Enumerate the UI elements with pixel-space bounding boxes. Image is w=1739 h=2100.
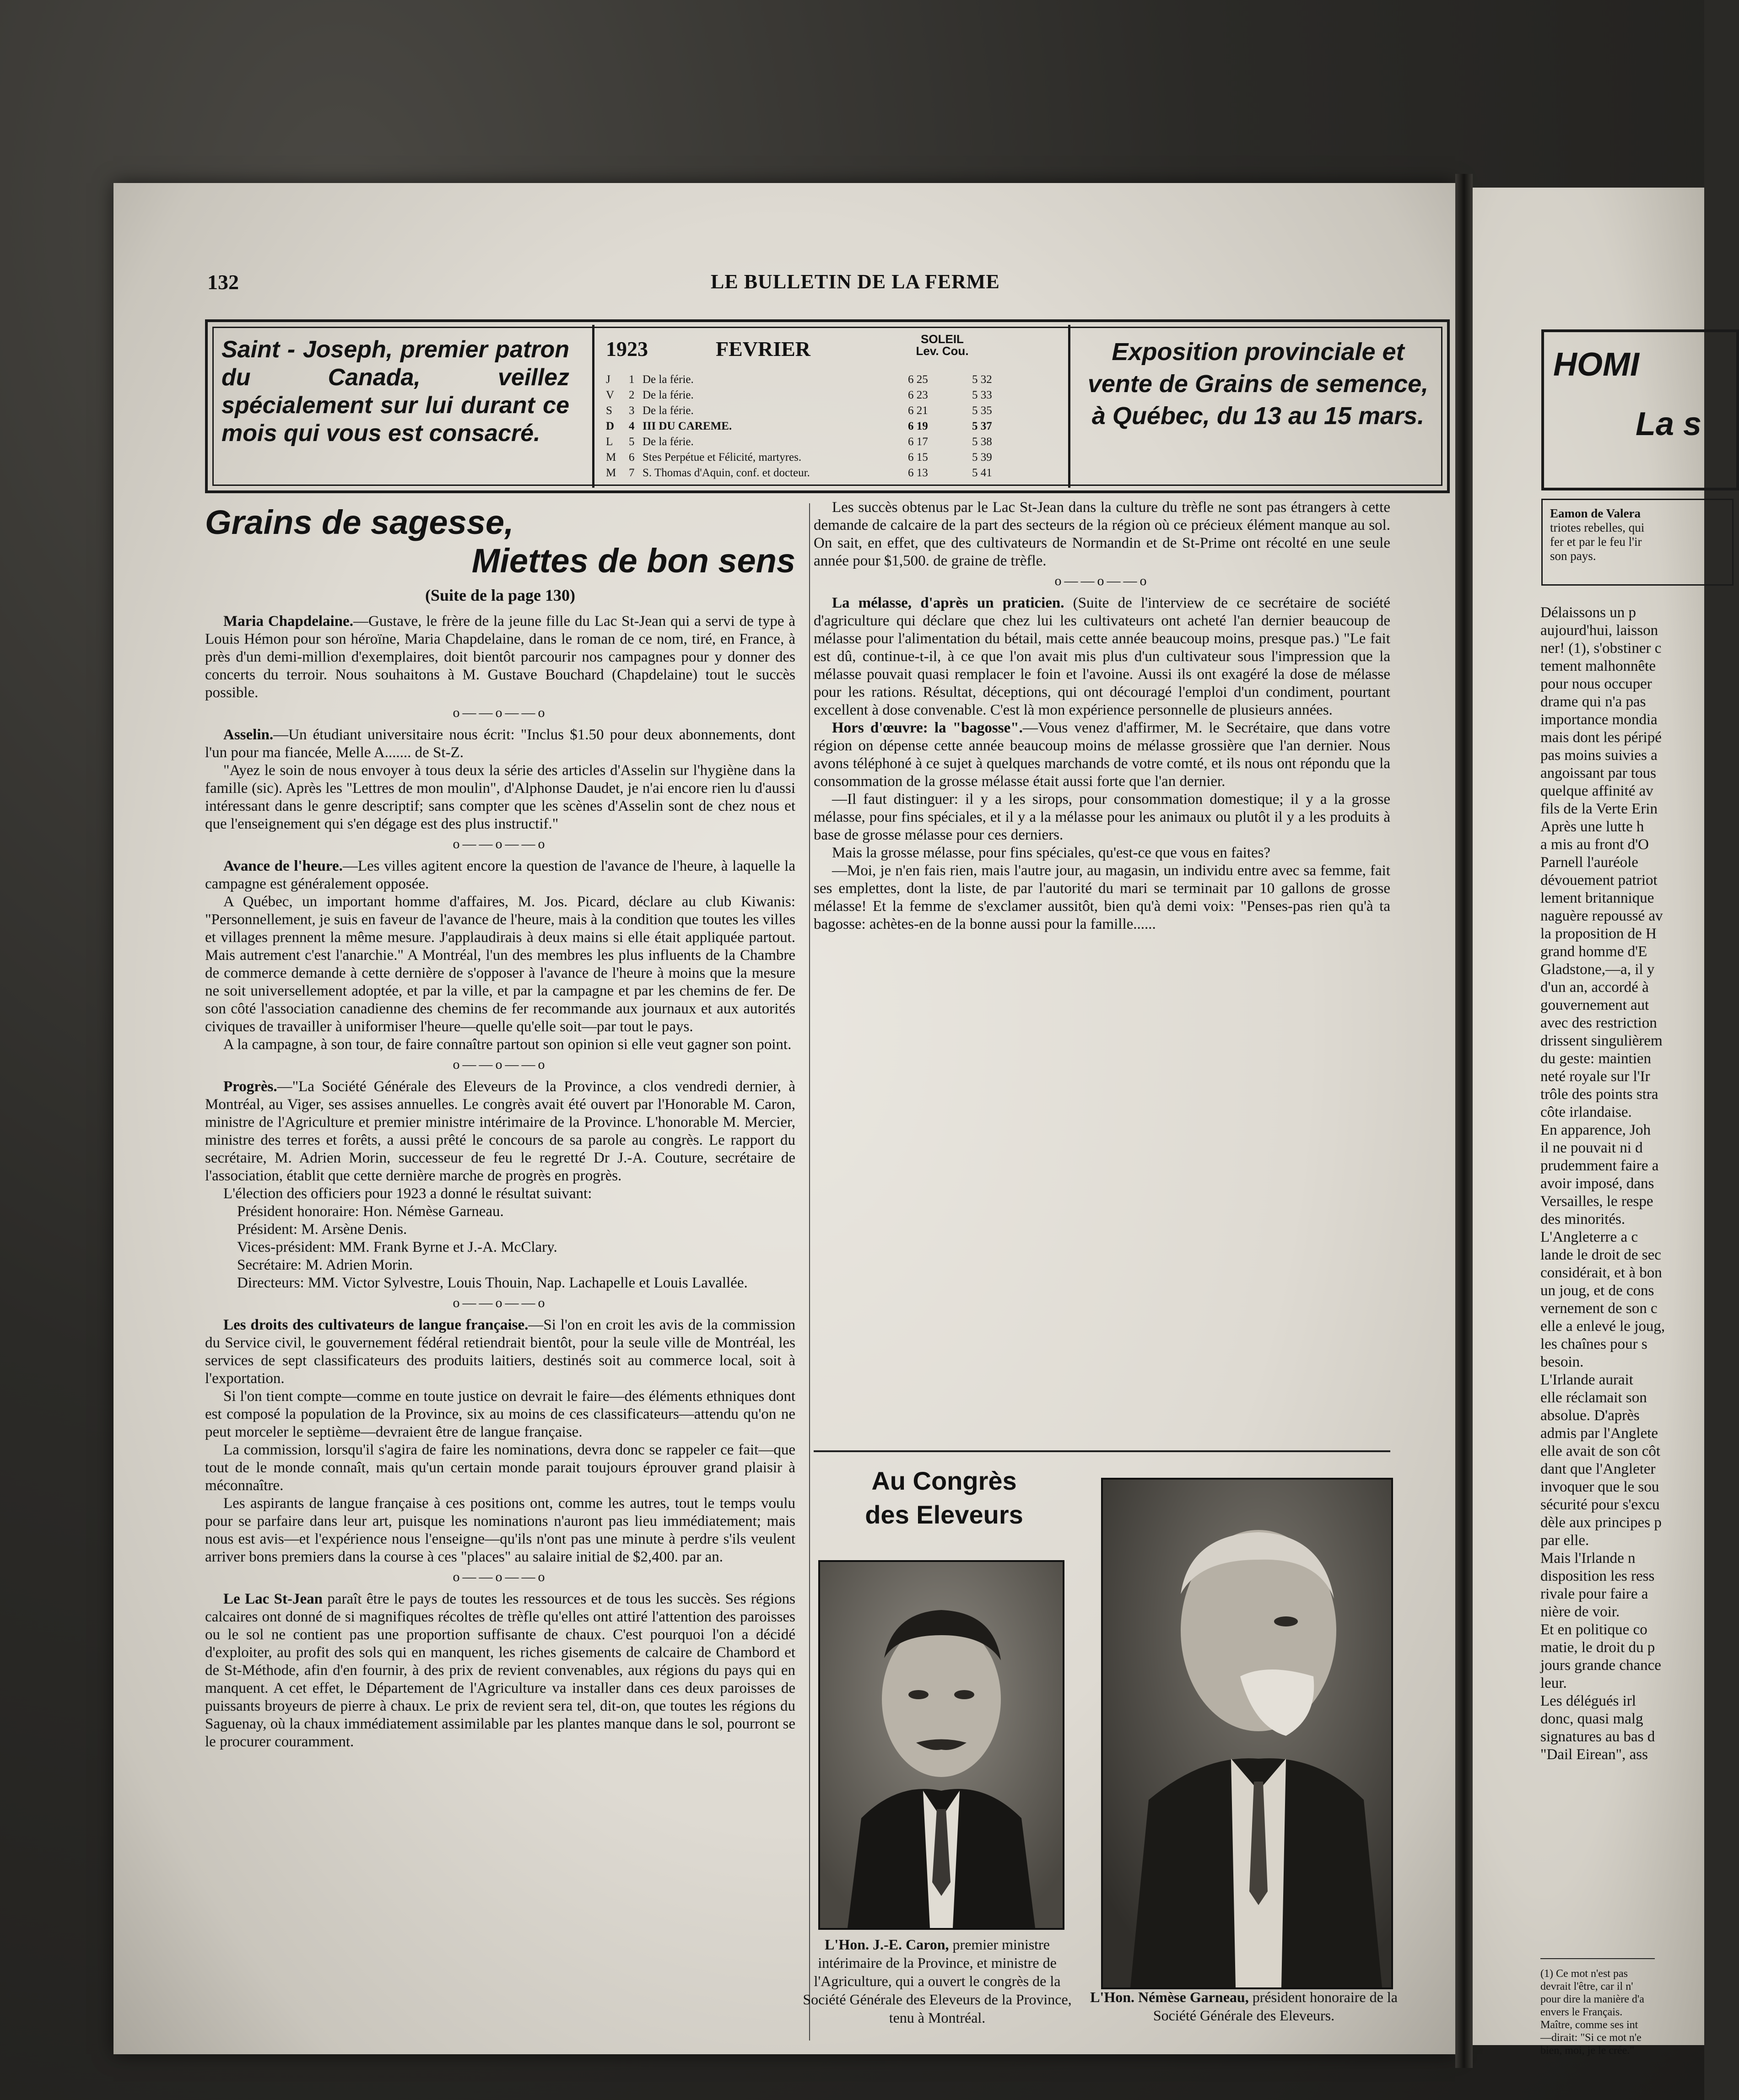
article-title <box>205 503 795 580</box>
sunrise-time: 6 15 <box>908 451 928 463</box>
calendar-row <box>606 404 1059 420</box>
facing-page-text-line: neté royale sur l'Ir <box>1540 1068 1650 1085</box>
article-title-line2: Miettes de bon sens <box>471 542 795 580</box>
paragraph-text: A la campagne, à son tour, de faire connaître partout son opinion si elle veut gagner son point. <box>223 1036 792 1053</box>
facing-page-text-line: elle avait de son côt <box>1540 1443 1661 1459</box>
facing-page-text-line: donc, quasi malg <box>1540 1711 1643 1727</box>
facing-page-text-line: En apparence, Joh <box>1540 1122 1651 1138</box>
calendar-day: D <box>606 420 615 432</box>
paragraph-lead: Asselin. <box>223 727 274 743</box>
facing-page-text-line: Et en politique co <box>1540 1621 1647 1638</box>
paragraph-text: Mais la grosse mélasse, pour fins spéciales, qu'est-ce que vous en faites? <box>832 845 1271 861</box>
facing-page-text-line: matie, le droit du p <box>1540 1639 1655 1656</box>
sunrise-time: 6 25 <box>908 373 928 386</box>
facing-page-text-line: dévouement patriot <box>1540 872 1658 888</box>
facing-page-text-line: elle a enlevé le joug, <box>1540 1318 1665 1335</box>
page-gutter <box>1455 174 1473 2068</box>
portrait-garneau-image <box>1103 1480 1391 1987</box>
footnote-line: —dirait: "Si ce mot n'e <box>1540 2032 1642 2044</box>
calendar-day: M <box>606 451 616 463</box>
calendar-row <box>606 389 1059 404</box>
calendar-day: S <box>606 404 612 417</box>
facing-page-text-line: trôle des points stra <box>1540 1086 1658 1103</box>
sunrise-time: 6 23 <box>908 389 928 401</box>
footnote-line: (1) Ce mot n'est pas <box>1540 1968 1628 1980</box>
facing-page-text-line: sécurité pour s'excu <box>1540 1497 1660 1513</box>
calendar-date: 2 <box>629 389 635 401</box>
facing-page-text-line: du geste: maintien <box>1540 1050 1651 1067</box>
calendar-date: 7 <box>629 467 635 479</box>
calendar-date: 6 <box>629 451 635 463</box>
paragraph-avance <box>205 857 795 893</box>
section-separator: o——o——o <box>453 1569 548 1584</box>
sunset-time: 5 39 <box>972 451 992 463</box>
calendar-description: S. Thomas d'Aquin, conf. et docteur. <box>643 467 810 479</box>
facing-page-text-line: admis par l'Anglete <box>1540 1425 1658 1442</box>
calendar-month: FEVRIER <box>716 337 811 361</box>
calendar-description: De la férie. <box>643 389 694 401</box>
quote-line: triotes rebelles, qui <box>1550 521 1645 534</box>
facing-page-text-line: L'Angleterre a c <box>1540 1229 1638 1245</box>
column-rule <box>809 503 810 2041</box>
facing-page-text-line: Versailles, le respe <box>1540 1193 1653 1210</box>
paragraph-lead: Progrès. <box>223 1078 277 1095</box>
facing-page-text-line: mais dont les péripé <box>1540 729 1662 746</box>
congress-heading-line2: des Eleveurs <box>865 1500 1023 1529</box>
journal-title: LE BULLETIN DE LA FERME <box>711 270 1000 293</box>
facing-page-body-text <box>1540 604 1714 1764</box>
facing-page-text-line: signatures au bas d <box>1540 1728 1655 1745</box>
facing-page-text-line: drissent singulièrem <box>1540 1033 1663 1049</box>
officer-line: Président: M. Arsène Denis. <box>237 1221 407 1238</box>
running-head <box>207 270 1452 297</box>
caron-name: L'Hon. J.-E. Caron, <box>825 1936 949 1953</box>
facing-page-text-line: besoin. <box>1540 1354 1584 1370</box>
quote-line: fer et par le feu l'ir <box>1550 535 1642 549</box>
sunset-time: 5 37 <box>972 420 992 432</box>
calendar-year: 1923 <box>606 337 648 361</box>
officer-line: Président honoraire: Hon. Némèse Garneau. <box>237 1203 504 1220</box>
section-separator: o——o——o <box>453 1295 548 1310</box>
facing-page-text-line: vernement de son c <box>1540 1300 1658 1317</box>
calendar-day: L <box>606 436 613 448</box>
facing-page-subheadline: La s <box>1636 406 1702 442</box>
facing-page-text-line: Parnell l'auréole <box>1540 854 1638 871</box>
facing-page-text-line: Les délégués irl <box>1540 1693 1636 1709</box>
calendar-date: 4 <box>629 420 635 432</box>
calendar-description: Stes Perpétue et Félicité, martyres. <box>643 451 802 463</box>
paragraph-lead: Le Lac St-Jean <box>223 1591 323 1607</box>
facing-page-text-line: a mis au front d'O <box>1540 836 1649 853</box>
paragraph-text: —Les villes agitent encore la question de l'avance de l'heure, à laquelle la campagne est généralement opposée. <box>205 858 795 892</box>
garneau-description: président honoraire de la Société Générale des Eleveurs. <box>1153 1989 1398 2024</box>
facing-page-text-line: d'un an, accordé à <box>1540 979 1649 996</box>
facing-page-text-line: des minorités. <box>1540 1211 1626 1228</box>
facing-page-partial <box>1473 188 1704 2057</box>
paragraph-text: —Vous venez d'affirmer, M. le Secrétaire, que dans votre région on dépense cette année beaucoup moins de mélasse grossière que l'an dernier. Nous avons téléphoné à ce sujet à quelques marchands de votre comté, et ils nous ont répondu que la consommation de la grosse mélasse était aussi forte que l'an dernier. <box>814 720 1391 790</box>
facing-page-text-line: grand homme d'E <box>1540 943 1647 960</box>
calendar-date: 5 <box>629 436 635 448</box>
facing-page-text-line: ner! (1), s'obstiner c <box>1540 640 1662 657</box>
facing-page-text-line: la proposition de H <box>1540 926 1657 942</box>
facing-page-text-line: quelque affinité av <box>1540 783 1653 799</box>
section-separator: o——o——o <box>453 705 548 720</box>
footnote-line: devrait l'être, car il n' <box>1540 1981 1633 1992</box>
section-separator: o——o——o <box>453 836 548 851</box>
facing-page-text-line: un joug, et de cons <box>1540 1282 1654 1299</box>
article-continuation-note: (Suite de la page 130) <box>425 586 575 604</box>
calendar-day: M <box>606 467 616 479</box>
paragraph-text: paraît être le pays de toutes les ressources et de tous les succès. Ses régions calcaires ont donné de si magnifiques récoltes de trèfle qu'elles ont attiré l'attention des paroisses ou le sol ne contient pas une proportion suffisante de chaux. C'est pourquoi l'on a décidé d'exploiter, au profit des sols qui en manquent, les riches gisements de calcaire de Chambord et de St-Méthode, afin d'en fournir, à des prix de revient convenables, aux régions du pays qui en manquent. A cet effet, le Département de l'Agriculture va installer dans ces deux paroisses de puissants broyeurs de pierre à chaux. Le prix de revient sera tel, dit-on, que toutes les régions du Saguenay, où la chaux immédiatement assimilable par les plantes manque dans le sol, pourront se le procurer couramment. <box>205 1591 795 1750</box>
article-column-right <box>814 499 1390 933</box>
paragraph-lead: Hors d'œuvre: la "bagosse". <box>832 720 1023 736</box>
soleil-header <box>899 333 986 357</box>
facing-page-text-line: gouvernement aut <box>1540 997 1649 1013</box>
footnote-line: bien, moi, je le crée." <box>1540 2045 1635 2057</box>
facing-page-text-line: dèle aux principes p <box>1540 1514 1662 1531</box>
portrait-garneau-photo <box>1101 1478 1393 1989</box>
paragraph-droits <box>205 1316 795 1388</box>
facing-page-text-line: Gladstone,—a, il y <box>1540 961 1655 978</box>
calendar-day: V <box>606 389 615 401</box>
soleil-label: SOLEIL <box>921 332 964 346</box>
paragraph-text: —Il faut distinguer: il y a les sirops, pour consommation domestique; il y a la grosse mélasse, pour fins spéciales, et il y a la mélasse pour les animaux ou plutôt il y a les produits à base de grosse mélasse pour ces derniers. <box>814 791 1390 843</box>
facing-page-text-line: drame qui n'a pas <box>1540 694 1646 710</box>
paragraph-text: A Québec, un important homme d'affaires, M. Jos. Picard, déclare au club Kiwanis: "Personnellement, je suis en faveur de l'avance de l'heure, mais à la condition que toutes les villes et villages prennent la même mesure. J'applaudirais à deux mains si elle était appliquée partout. Mais autrement c'est l'anarchie." A Montréal, l'un des membres les plus influents de la Chambre de commerce demande à cette dernière de s'opposer à l'avance de l'heure à moins que la mesure ne soit universellement adoptée, et par la ville, et par la campagne et par les chemins de fer. De son côté l'association canadienne des chemins de fer recommande aux journaux et aux autorités civiques de travailler à uniformiser l'heure—quelle qu'elle soit—par tout le pays. <box>205 894 795 1035</box>
calendar-row <box>606 373 1059 389</box>
sunrise-time: 6 17 <box>908 436 928 448</box>
paragraph-text: L'élection des officiers pour 1923 a donné le résultat suivant: <box>223 1185 592 1202</box>
paragraph-text: "Ayez le soin de nous envoyer à tous deux la série des articles d'Asselin sur l'hygiène dans la famille (sic). Après les "Lettres de mon moulin", d'Alphonse Daudet, je n'ai encore rien lu d'aussi intéressant dans le genre descriptif; sans compter que les scènes d'Asselin sont de chez nous et que l'enseignement qui s'en dégage est des plus instructif." <box>205 762 795 832</box>
facing-page-text-line: considérait, et à bon <box>1540 1265 1662 1281</box>
footnote-line: Maître, comme ses int <box>1540 2019 1638 2031</box>
paragraph-asselin <box>205 726 795 762</box>
officer-line: Vices-président: MM. Frank Byrne et J.-A. McClary. <box>237 1239 557 1255</box>
sunset-time: 5 35 <box>972 404 992 417</box>
paragraph-hors-doeuvre <box>814 719 1390 791</box>
facing-page-text-line: importance mondia <box>1540 711 1658 728</box>
section-separator: o——o——o <box>1054 573 1150 588</box>
facing-page-text-line: les chaînes pour s <box>1540 1336 1647 1352</box>
facing-page-text-line: angoissant par tous <box>1540 765 1656 781</box>
soleil-sublabel: Lev. Cou. <box>916 344 969 358</box>
calendar-description: De la férie. <box>643 373 694 386</box>
caron-description: premier ministre intérimaire de la Province, et ministre de l'Agriculture, qui a ouvert le congrès de la Société Générale des Eleveurs de la Province, tenu à Montréal. <box>803 1936 1072 2026</box>
officer-line: Directeurs: MM. Victor Sylvestre, Louis Thouin, Nap. Lachapelle et Louis Lavallée. <box>237 1275 748 1291</box>
facing-page-text-line: pour nous occuper <box>1540 676 1652 692</box>
paragraph-lead: Avance de l'heure. <box>223 858 343 874</box>
paragraph-lac-st-jean <box>205 1590 795 1751</box>
facing-page-text-line: rivale pour faire a <box>1540 1586 1648 1602</box>
facing-page-text-line: leur. <box>1540 1675 1567 1691</box>
facing-page-text-line: aujourd'hui, laisson <box>1540 622 1658 639</box>
paragraph-text: La commission, lorsqu'il s'agira de faire les nominations, devra donc se rappeler ce fait—que tout de le monde connaît, mais qu'un certain monde parait toujours éprouver grand plaisir à méconnaître. <box>205 1442 795 1494</box>
facing-page-text-line: fils de la Verte Erin <box>1540 801 1658 817</box>
newspaper-page <box>113 183 1455 2054</box>
paragraph-progres <box>205 1078 795 1185</box>
facing-page-text-line: invoquer que le sou <box>1540 1479 1659 1495</box>
facing-page-text-line: jours grande chance <box>1540 1657 1661 1674</box>
facing-page-text-line: "Dail Eirean", ass <box>1540 1746 1648 1763</box>
garneau-name: L'Hon. Némèse Garneau, <box>1090 1989 1249 2005</box>
officer-line: Secrétaire: M. Adrien Morin. <box>237 1257 413 1273</box>
facing-page-text-line: prudemment faire a <box>1540 1158 1659 1174</box>
portrait-caron-photo <box>818 1560 1064 1930</box>
garneau-caption <box>1088 1988 1399 2025</box>
calendar-description: III DU CAREME. <box>643 420 732 432</box>
paragraph-lead: La mélasse, d'après un praticien. <box>832 595 1064 611</box>
sunrise-time: 6 19 <box>908 420 928 432</box>
facing-page-quote-box <box>1541 499 1734 586</box>
facing-page-text-line: il ne pouvait ni d <box>1540 1140 1643 1156</box>
congress-heading <box>816 1464 1072 1532</box>
facing-page-text-line: avoir imposé, dans <box>1540 1175 1654 1192</box>
calendar-description: De la férie. <box>643 436 694 448</box>
paragraph-text: (Suite de l'interview de ce secrétaire de société d'agriculture qui déclare que chez lui les cultivateurs ont acheté l'an dernier beaucoup de mélasse pour l'alimentation du bétail, mais cette année beaucoup moins, presque pas.) "Le fait est dû, continue-t-il, à ce que l'on avait mis plus d'un cultivateur sous l'impression que la mélasse pouvait quasi remplacer le foin et l'avoine. Aussi ils ont exagéré la dose de mélasse pour les rations. Résultat, déceptions, qui ont découragé l'emploi d'un condiment, pourtant excellent à dose convenable. C'est là mon expérience personnelle de plusieurs années. <box>814 595 1390 718</box>
paragraph-text: —Gustave, le frère de la jeune fille du Lac St-Jean qui a servi de type à Louis Hémon pour son héroïne, Maria Chapdelaine, dans le roman de ce nom, tiré, en France, à près d'un demi-million d'exemplaires, doit bientôt parcourir nos campagnes pour y donner des concerts du terroir. Nous souhaitons à M. Gustave Bouchard (Chapdelaine) tout le succès possible. <box>205 613 795 701</box>
calendar-description: De la férie. <box>643 404 694 417</box>
calendar-row <box>606 451 1059 467</box>
paragraph-melasse <box>814 594 1390 719</box>
saint-joseph-dedication: Saint - Joseph, premier patron du Canada, veillez spécialement sur lui durant ce mois qui vous est consacré. <box>221 336 569 447</box>
paragraph-text: —Si l'on en croit les avis de la commission du Service civil, le gouvernement fédéral retiendrait bientôt, pour la seule ville de Montréal, les services de sept classificateurs des produits laitiers, destinés soit au commerce local, soit à l'exportation. <box>205 1317 795 1387</box>
article-title-line1: Grains de sagesse, <box>205 503 514 541</box>
section-rule <box>814 1450 1390 1452</box>
paragraph-text: Les aspirants de langue française à ces positions ont, comme les autres, tout le temps voulu pour se parfaire dans leur art, puisque les nominations n'auront pas lieu immédiatement; mais nous est avis—et l'expérience nous l'enseigne—qu'ils n'ont pas une minute à perdre s'ils veulent arriver bons premiers dans la course à ces "places" au salaire initial de $2,400. par an. <box>205 1495 795 1565</box>
facing-page-text-line: Délaissons un p <box>1540 604 1636 621</box>
facing-page-headline-box <box>1541 329 1739 490</box>
page-number: 132 <box>207 270 239 294</box>
facing-page-text-line: disposition les ress <box>1540 1568 1655 1584</box>
paragraph-text: Si l'on tient compte—comme en toute justice on devrait le faire—des éléments ethniques dont est composé la population de la Province, six au moins de ces classificateurs—attendu qu'on ne peut morceler le septième—devraient être de langue française. <box>205 1388 795 1440</box>
paragraph-text: —Moi, je n'en fais rien, mais l'autre jour, au magasin, un individu entre avec sa femme, fait ses emplettes, dont la liste, de par l'autorité du mari se terminait par 10 gallons de grosse mélasse! Et la femme de s'exclamer aussitôt, bien qu'à demi voix: "Penses-pas rien qu'à ta bagosse: achètes-en de la bonne aussi pour la famille...... <box>814 862 1390 932</box>
facing-page-headline: HOMI <box>1553 346 1639 383</box>
facing-page-footnote <box>1540 1967 1714 2057</box>
paragraph-text: Les succès obtenus par le Lac St-Jean dans la culture du trèfle ne sont pas étrangers à cette demande de calcaire de la part des secteurs de la région où ce précieux élément manque au sol. On sait, en effet, que des cultivateurs de Normandin et de St-Prime ont récolté en une seule année pour $1,500. de graine de trèfle. <box>814 499 1390 569</box>
footnote-rule <box>1540 1958 1655 1959</box>
sunset-time: 5 33 <box>972 389 992 401</box>
facing-page-text-line: lement britannique <box>1540 890 1654 906</box>
portrait-caron-image <box>820 1562 1063 1928</box>
sunrise-time: 6 13 <box>908 467 928 479</box>
congress-heading-line1: Au Congrès <box>871 1466 1017 1495</box>
paragraph-lead: Les droits des cultivateurs de langue française. <box>223 1317 529 1333</box>
paragraph-text: —Un étudiant universitaire nous écrit: "Inclus $1.50 pour deux abonnements, dont l'un pour ma fiancée, Melle A....... de St-Z. <box>205 727 795 761</box>
caron-caption <box>800 1935 1075 2027</box>
paragraph-chapdelaine <box>205 613 795 702</box>
facing-page-text-line: par elle. <box>1540 1532 1589 1549</box>
calendar-band <box>205 319 1450 493</box>
quote-line: son pays. <box>1550 549 1596 563</box>
band-divider <box>1068 325 1070 488</box>
facing-page-text-line: absolue. D'après <box>1540 1407 1640 1424</box>
band-divider <box>592 325 594 488</box>
exposition-announcement: Exposition provinciale et vente de Grains de semence, à Québec, du 13 au 15 mars. <box>1087 338 1429 430</box>
facing-page-text-line: Après une lutte h <box>1540 818 1644 835</box>
paragraph-lead: Maria Chapdelaine. <box>223 613 353 630</box>
calendar-day: J <box>606 373 610 386</box>
facing-page-text-line: avec des restriction <box>1540 1015 1657 1031</box>
facing-page-text-line: dant que l'Angleter <box>1540 1461 1656 1477</box>
sunset-time: 5 38 <box>972 436 992 448</box>
facing-page-text-line: côte irlandaise. <box>1540 1104 1632 1120</box>
footnote-line: pour dire la manière d'a <box>1540 1993 1644 2005</box>
facing-page-text-line: L'Irlande aurait <box>1540 1372 1633 1388</box>
calendar-row <box>606 467 1059 482</box>
paragraph-text: —"La Société Générale des Eleveurs de la Province, a clos vendredi dernier, à Montréal, au Viger, ses assises annuelles. Le congrès avait été ouvert par l'Honorable M. Caron, ministre de l'Agriculture et premier ministre intérimaire de la Province. L'honorable M. Mercier, ministre des terres et forêts, a aussi prêté le concours de sa parole au congrès. Le rapport du secrétaire, M. Adrien Morin, successeur de feu le regretté Dr J.-A. Couture, secrétaire de l'association, établit que cette dernière marche de progrès en progrès. <box>205 1078 795 1184</box>
facing-page-text-line: elle réclamait son <box>1540 1389 1647 1406</box>
sunset-time: 5 41 <box>972 467 992 479</box>
calendar-date: 3 <box>629 404 635 417</box>
article-column-left <box>205 503 795 1751</box>
calendar-row <box>606 436 1059 451</box>
sunrise-time: 6 21 <box>908 404 928 417</box>
facing-page-text-line: Mais l'Irlande n <box>1540 1550 1636 1567</box>
facing-page-text-line: pas moins suivies a <box>1540 747 1658 764</box>
footnote-line: envers le Français. <box>1540 2006 1623 2018</box>
facing-page-text-line: lande le droit de sec <box>1540 1247 1661 1263</box>
sunset-time: 5 32 <box>972 373 992 386</box>
facing-page-text-line: naguère repoussé av <box>1540 908 1663 924</box>
calendar-date: 1 <box>629 373 635 386</box>
calendar-row <box>606 420 1059 436</box>
section-separator: o——o——o <box>453 1057 548 1072</box>
facing-page-text-line: nière de voir. <box>1540 1604 1620 1620</box>
facing-page-text-line: tement malhonnête <box>1540 658 1656 674</box>
quote-line: Eamon de Valera <box>1550 506 1641 520</box>
